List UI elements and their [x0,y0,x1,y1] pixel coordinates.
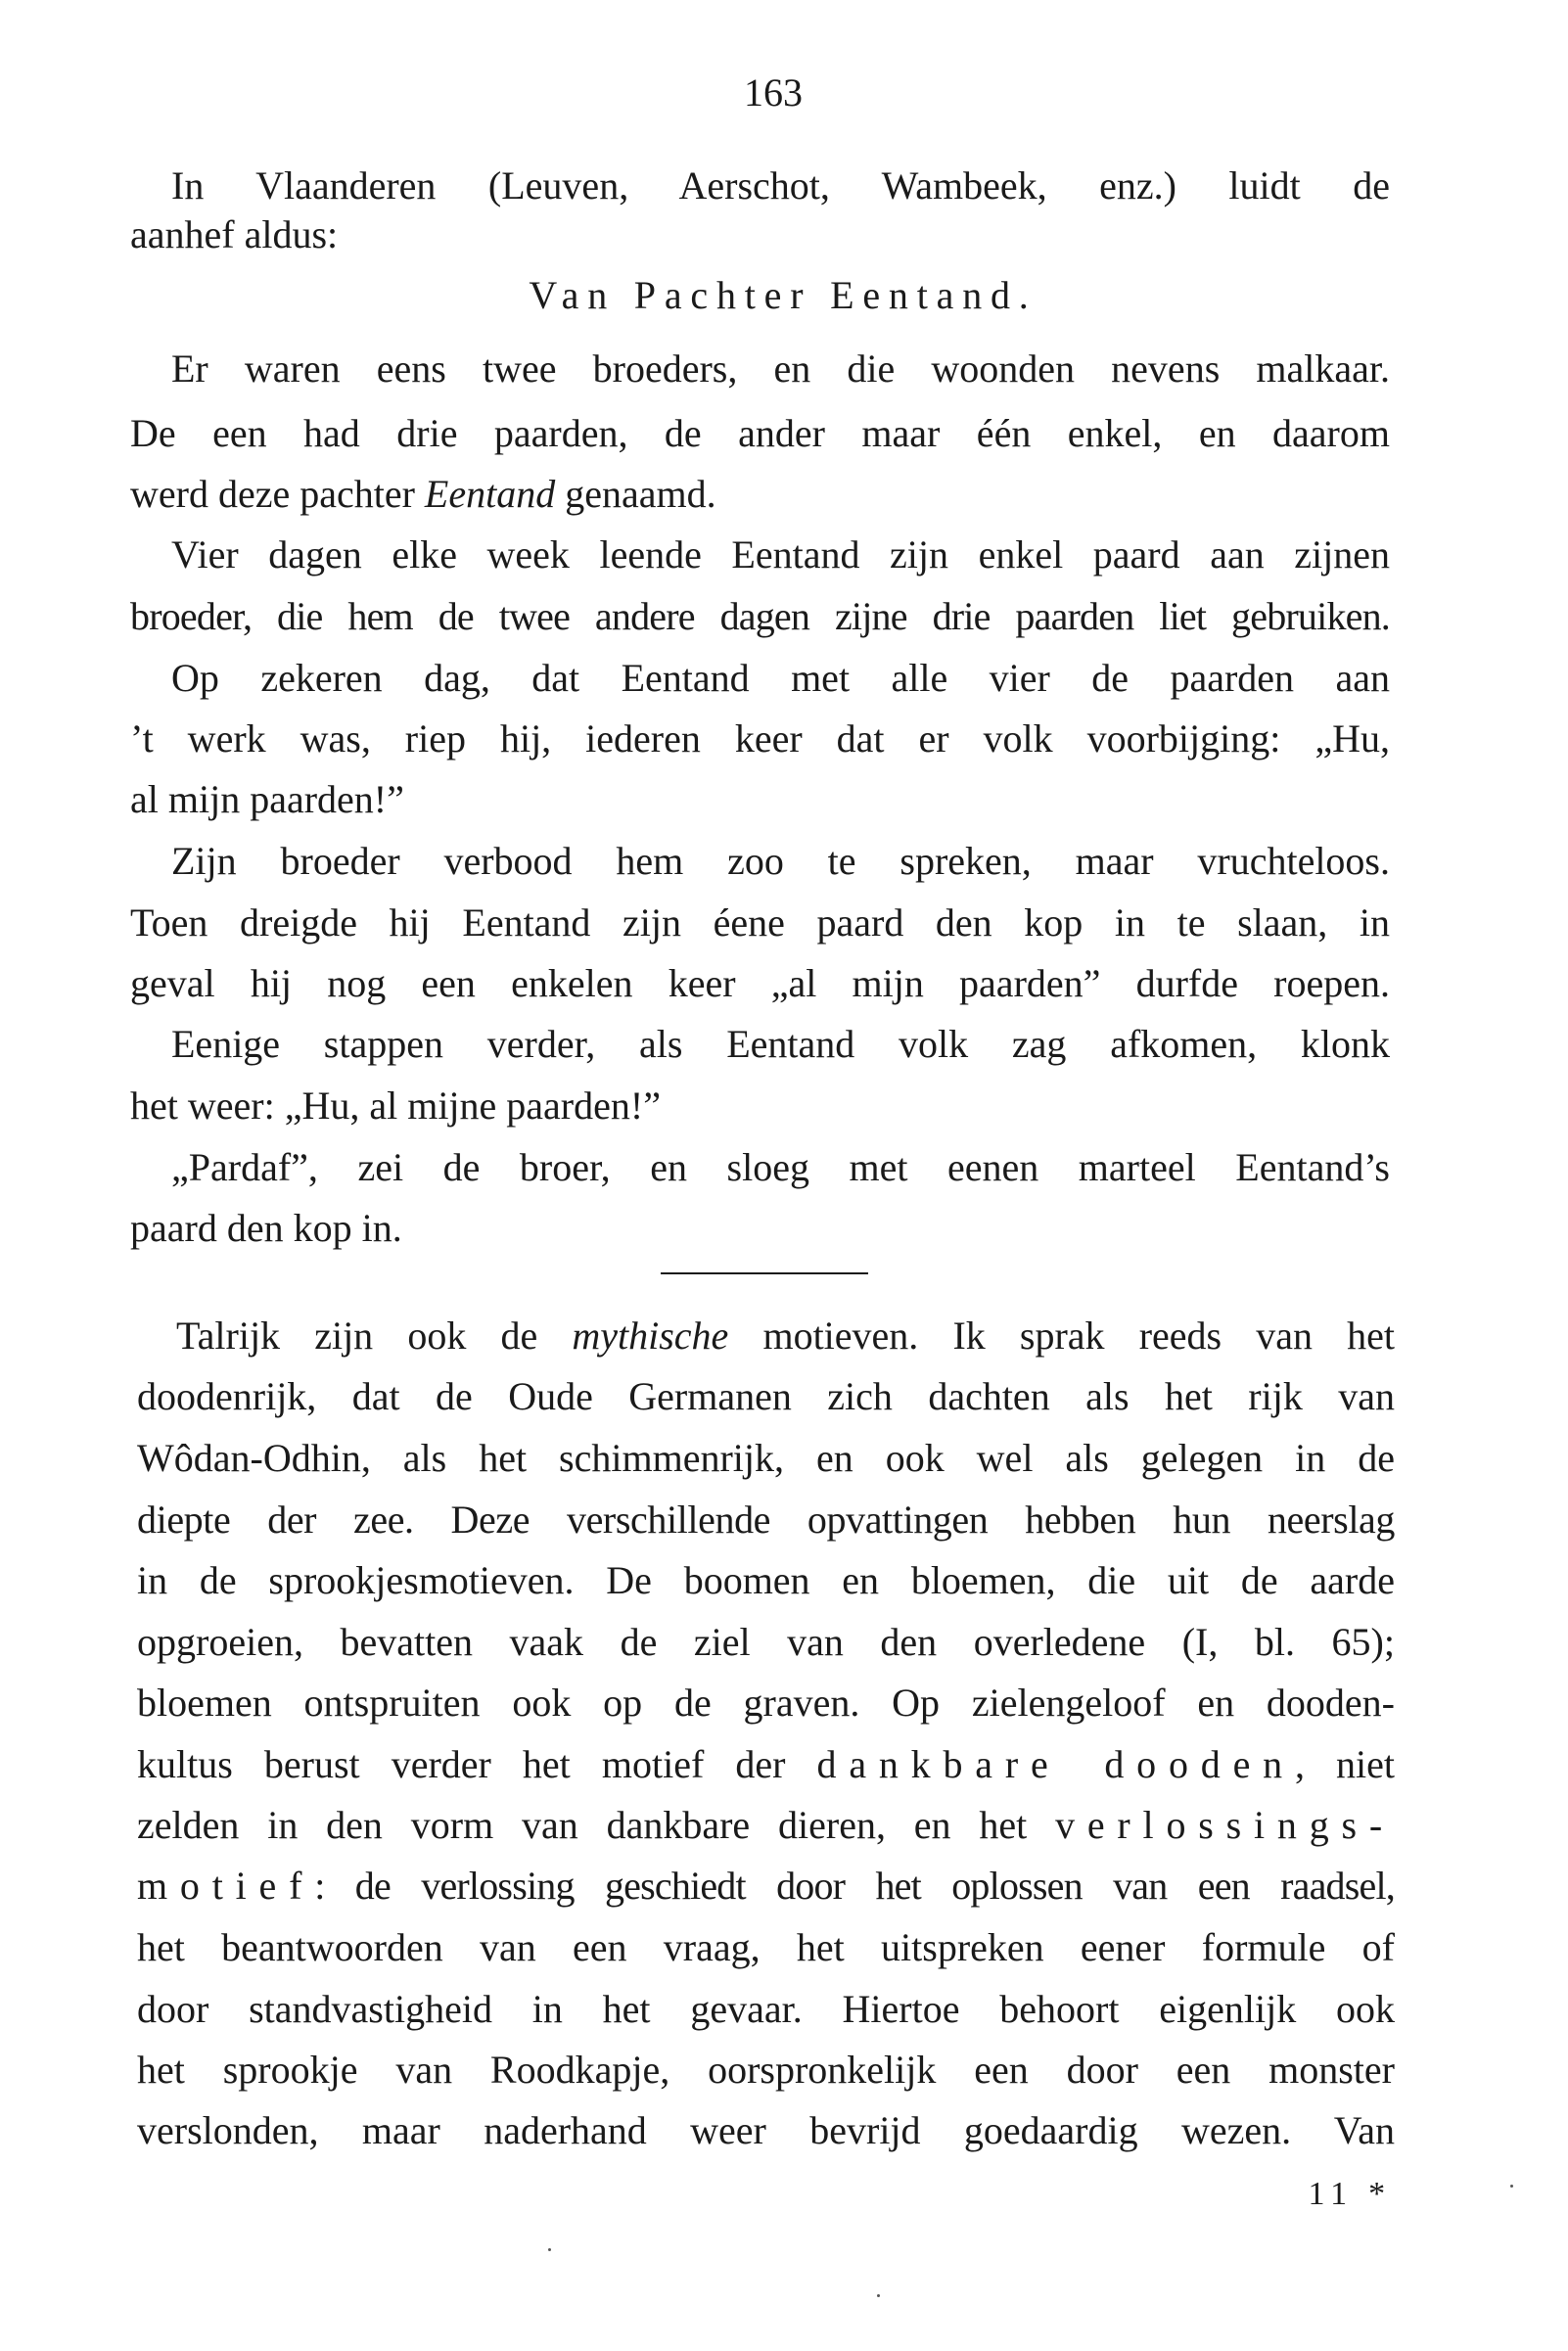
story-line: al mijn paarden!” [130,777,404,821]
story-line: „Pardaf”, zei de broer, en sloeg met eenen marteel Eentand’s [171,1145,1390,1189]
section-divider [661,1272,868,1274]
body-line: opgroeien, bevatten vaak de ziel van den overledene (I, bl. 65); [137,1620,1395,1664]
intro-line: aanhef aldus: [130,212,339,256]
story-line: paard den kop in. [130,1206,402,1250]
body-line: het beantwoorden van een vraag, het uitspreken eener formule of [137,1925,1395,1969]
story-line-text: werd deze pachter [130,472,425,516]
body-line-text: Talrijk zijn ook de [176,1314,573,1358]
scan-speck [548,2248,551,2251]
emphasized-name: Eentand [424,472,556,516]
spaced-term: verlossings- [1055,1803,1395,1847]
body-line: door standvastigheid in het gevaar. Hiertoe behoort eigenlijk ook [137,1987,1395,2031]
body-line [176,1312,1395,1360]
scan-speck [1510,2185,1513,2188]
spaced-term: dankbare dooden [816,1742,1295,1786]
story-line: geval hij nog een enkelen keer „al mijn paarden” durfde roepen. [130,961,1390,1005]
story-line: De een had drie paarden, de ander maar één enkel, en daarom [130,411,1390,455]
story-line: broeder, die hem de twee andere dagen zijne drie paarden liet gebruiken. [130,594,1390,638]
body-line-text: motieven. Ik sprak reeds van het [728,1314,1395,1358]
body-line-text: : de verlossing geschiedt door het oplossen van een raadsel, [314,1864,1395,1908]
body-line-text: zelden in den vorm van dankbare dieren, en het [137,1803,1056,1847]
story-line: Toen dreigde hij Eentand zijn éene paard den kop in te slaan, in [130,900,1390,945]
story-line: Zijn broeder verbood hem zoo te spreken, maar vruchteloos. [171,839,1390,883]
body-line [137,1862,1395,1911]
story-line [130,470,716,519]
body-line [137,1801,1395,1850]
story-title: Van Pachter Eentand. [529,273,1038,317]
body-line: in de sprookjesmotieven. De boomen en bloemen, die uit de aarde [137,1558,1395,1602]
scan-speck [877,2294,880,2297]
body-line: diepte der zee. Deze verschillende opvattingen hebben hun neerslag [137,1498,1395,1542]
page-number: 163 [744,70,803,115]
story-line: Op zekeren dag, dat Eentand met alle vier de paarden aan [171,656,1390,700]
signature-mark: 11 * [1308,2176,1392,2212]
body-line: het sprookje van Roodkapje, oorspronkelijk een door een monster [137,2048,1395,2092]
body-line: Wôdan-Odhin, als het schimmenrijk, en ook wel als gelegen in de [137,1436,1395,1480]
story-line-text: genaamd. [555,472,716,516]
body-line-text: kultus berust verder het motief der [137,1742,817,1786]
body-line-text: , niet [1294,1742,1395,1786]
story-line: Vier dagen elke week leende Eentand zijn enkel paard aan zijnen [171,532,1390,576]
story-line: Eenige stappen verder, als Eentand volk zag afkomen, klonk [171,1022,1390,1066]
intro-line: In Vlaanderen (Leuven, Aerschot, Wambeek, enz.) luidt de [171,163,1390,207]
body-line: verslonden, maar naderhand weer bevrijd goedaardig wezen. Van [137,2108,1395,2152]
emphasized-word: mythische [572,1314,729,1358]
body-line [137,1740,1395,1789]
story-line: het weer: „Hu, al mijne paarden!” [130,1083,661,1128]
spaced-term: motief [137,1864,315,1908]
body-line: doodenrijk, dat de Oude Germanen zich dachten als het rijk van [137,1374,1395,1418]
story-line: Er waren eens twee broeders, en die woonden nevens malkaar. [171,346,1390,391]
story-line: ’t werk was, riep hij, iederen keer dat er volk voorbijging: „Hu, [130,716,1390,761]
body-line: bloemen ontspruiten ook op de graven. Op zielengeloof en dooden- [137,1681,1395,1725]
